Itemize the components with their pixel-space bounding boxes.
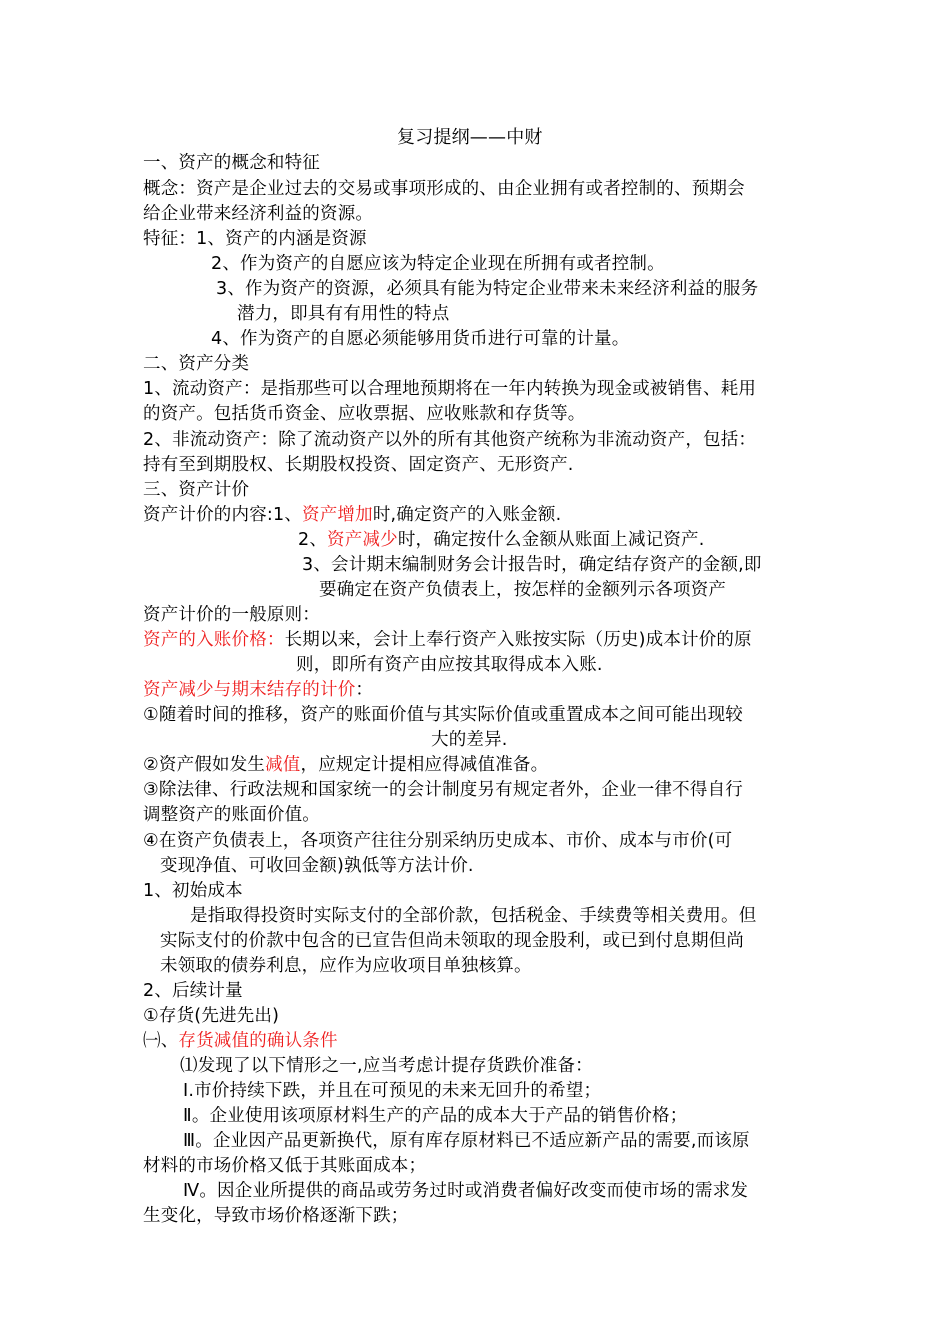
paragraph-line <box>143 503 561 527</box>
paragraph-line: 给企业带来经济利益的资源。 <box>143 204 374 224</box>
paragraph-line: 变现净值、可收回金额)孰低等方法计价. <box>160 856 474 876</box>
paragraph-line <box>143 753 548 777</box>
paragraph-line: 持有至到期股权、长期股权投资、固定资产、无形资产. <box>143 455 574 475</box>
text-run: 资产计价的内容:1、 <box>143 505 303 525</box>
highlight-text: 存货减值的确认条件 <box>178 1031 338 1051</box>
paragraph-line: 特征：1、资产的内涵是资源 <box>143 229 367 249</box>
subheading: 2、后续计量 <box>143 981 243 1001</box>
paragraph-line <box>143 1029 338 1053</box>
list-item: Ⅰ.市价持续下跌，并且在可预见的未来无回升的希望； <box>183 1081 602 1101</box>
paragraph-line: 的资产。包括货币资金、应收票据、应收账款和存货等。 <box>143 404 586 424</box>
paragraph-line: 要确定在资产负债表上，按怎样的金额列示各项资产 <box>319 580 727 600</box>
paragraph-line: ⑴发现了以下情形之一,应当考虑计提存货跌价准备： <box>180 1056 593 1076</box>
paragraph-line: ①随着时间的推移，资产的账面价值与其实际价值或重置成本之间可能出现较 <box>143 705 743 725</box>
paragraph-line <box>143 678 373 702</box>
text-run: ㈠、 <box>143 1031 179 1051</box>
highlight-text: 资产减少 <box>327 530 398 550</box>
paragraph-line: 是指取得投资时实际支付的全部价款，包括税金、手续费等相关费用。但 <box>190 906 757 926</box>
list-item: Ⅱ。企业使用该项原材料生产的产品的成本大于产品的销售价格； <box>183 1106 688 1126</box>
text-run: ，应规定计提相应得减值准备。 <box>300 755 549 775</box>
highlight-text: 资产增加 <box>302 505 373 525</box>
paragraph-line: 生变化，导致市场价格逐渐下跌； <box>143 1206 409 1226</box>
paragraph-line: 3、作为资产的资源，必须具有能为特定企业带来未来经济利益的服务 <box>216 279 759 299</box>
text-run: 时,确定资产的入账金额. <box>372 505 562 525</box>
paragraph-line: ④在资产负债表上，各项资产往往分别采纳历史成本、市价、成本与市价(可 <box>143 831 733 851</box>
list-item: Ⅳ。因企业所提供的商品或劳务过时或消费者偏好改变而使市场的需求发 <box>183 1181 749 1201</box>
text-run: 2、 <box>298 530 328 550</box>
paragraph-line: 未领取的债券利息，应作为应收项目单独核算。 <box>160 956 532 976</box>
highlight-text: 资产的入账价格： <box>143 630 285 650</box>
paragraph-line: 4、作为资产的自愿必须能够用货币进行可靠的计量。 <box>211 329 630 349</box>
highlight-text: 资产减少与期末结存的计价 <box>143 680 356 700</box>
section-heading-2: 二、资产分类 <box>143 354 250 374</box>
paragraph-line: 资产计价的一般原则： <box>143 605 320 625</box>
section-heading-3: 三、资产计价 <box>143 480 250 500</box>
paragraph-line: 2、非流动资产：除了流动资产以外的所有其他资产统称为非流动资产，包括： <box>143 430 757 450</box>
paragraph-line: 潜力，即具有有用性的特点 <box>237 304 450 324</box>
paragraph-line: 调整资产的账面价值。 <box>143 805 320 825</box>
list-item: Ⅲ。企业因产品更新换代，原有库存原材料已不适应新产品的需要,而该原 <box>183 1131 750 1151</box>
paragraph-line: ①存货(先进先出) <box>143 1006 280 1026</box>
paragraph-line: ③除法律、行政法规和国家统一的会计制度另有规定者外，企业一律不得自行 <box>143 780 743 800</box>
text-run: ②资产假如发生 <box>143 755 266 775</box>
subheading: 1、初始成本 <box>143 881 243 901</box>
paragraph-line: 材料的市场价格又低于其账面成本； <box>143 1156 427 1176</box>
paragraph-line <box>143 628 752 652</box>
paragraph-line: 1、流动资产：是指那些可以合理地预期将在一年内转换为现金或被销售、耗用 <box>143 379 757 399</box>
section-heading-1: 一、资产的概念和特征 <box>143 153 320 173</box>
text-run: ： <box>355 680 374 700</box>
document-title: 复习提纲——中财 <box>397 127 543 148</box>
paragraph-line: 实际支付的价款中包含的已宣告但尚未领取的现金股利，或已到付息期但尚 <box>160 931 745 951</box>
paragraph-line: 3、会计期末编制财务会计报告时，确定结存资产的金额,即 <box>302 555 762 575</box>
paragraph-line: 概念：资产是企业过去的交易或事项形成的、由企业拥有或者控制的、预期会 <box>143 179 745 199</box>
highlight-text: 减值 <box>265 755 301 775</box>
text-run: 时，确定按什么金额从账面上减记资产. <box>397 530 705 550</box>
paragraph-line: 2、作为资产的自愿应该为特定企业现在所拥有或者控制。 <box>211 254 665 274</box>
text-run: 长期以来，会计上奉行资产入账按实际（历史)成本计价的原 <box>284 630 752 650</box>
paragraph-line <box>298 528 705 552</box>
paragraph-line: 大的差异. <box>431 730 508 750</box>
paragraph-line: 则，即所有资产由应按其取得成本入账. <box>296 655 603 675</box>
